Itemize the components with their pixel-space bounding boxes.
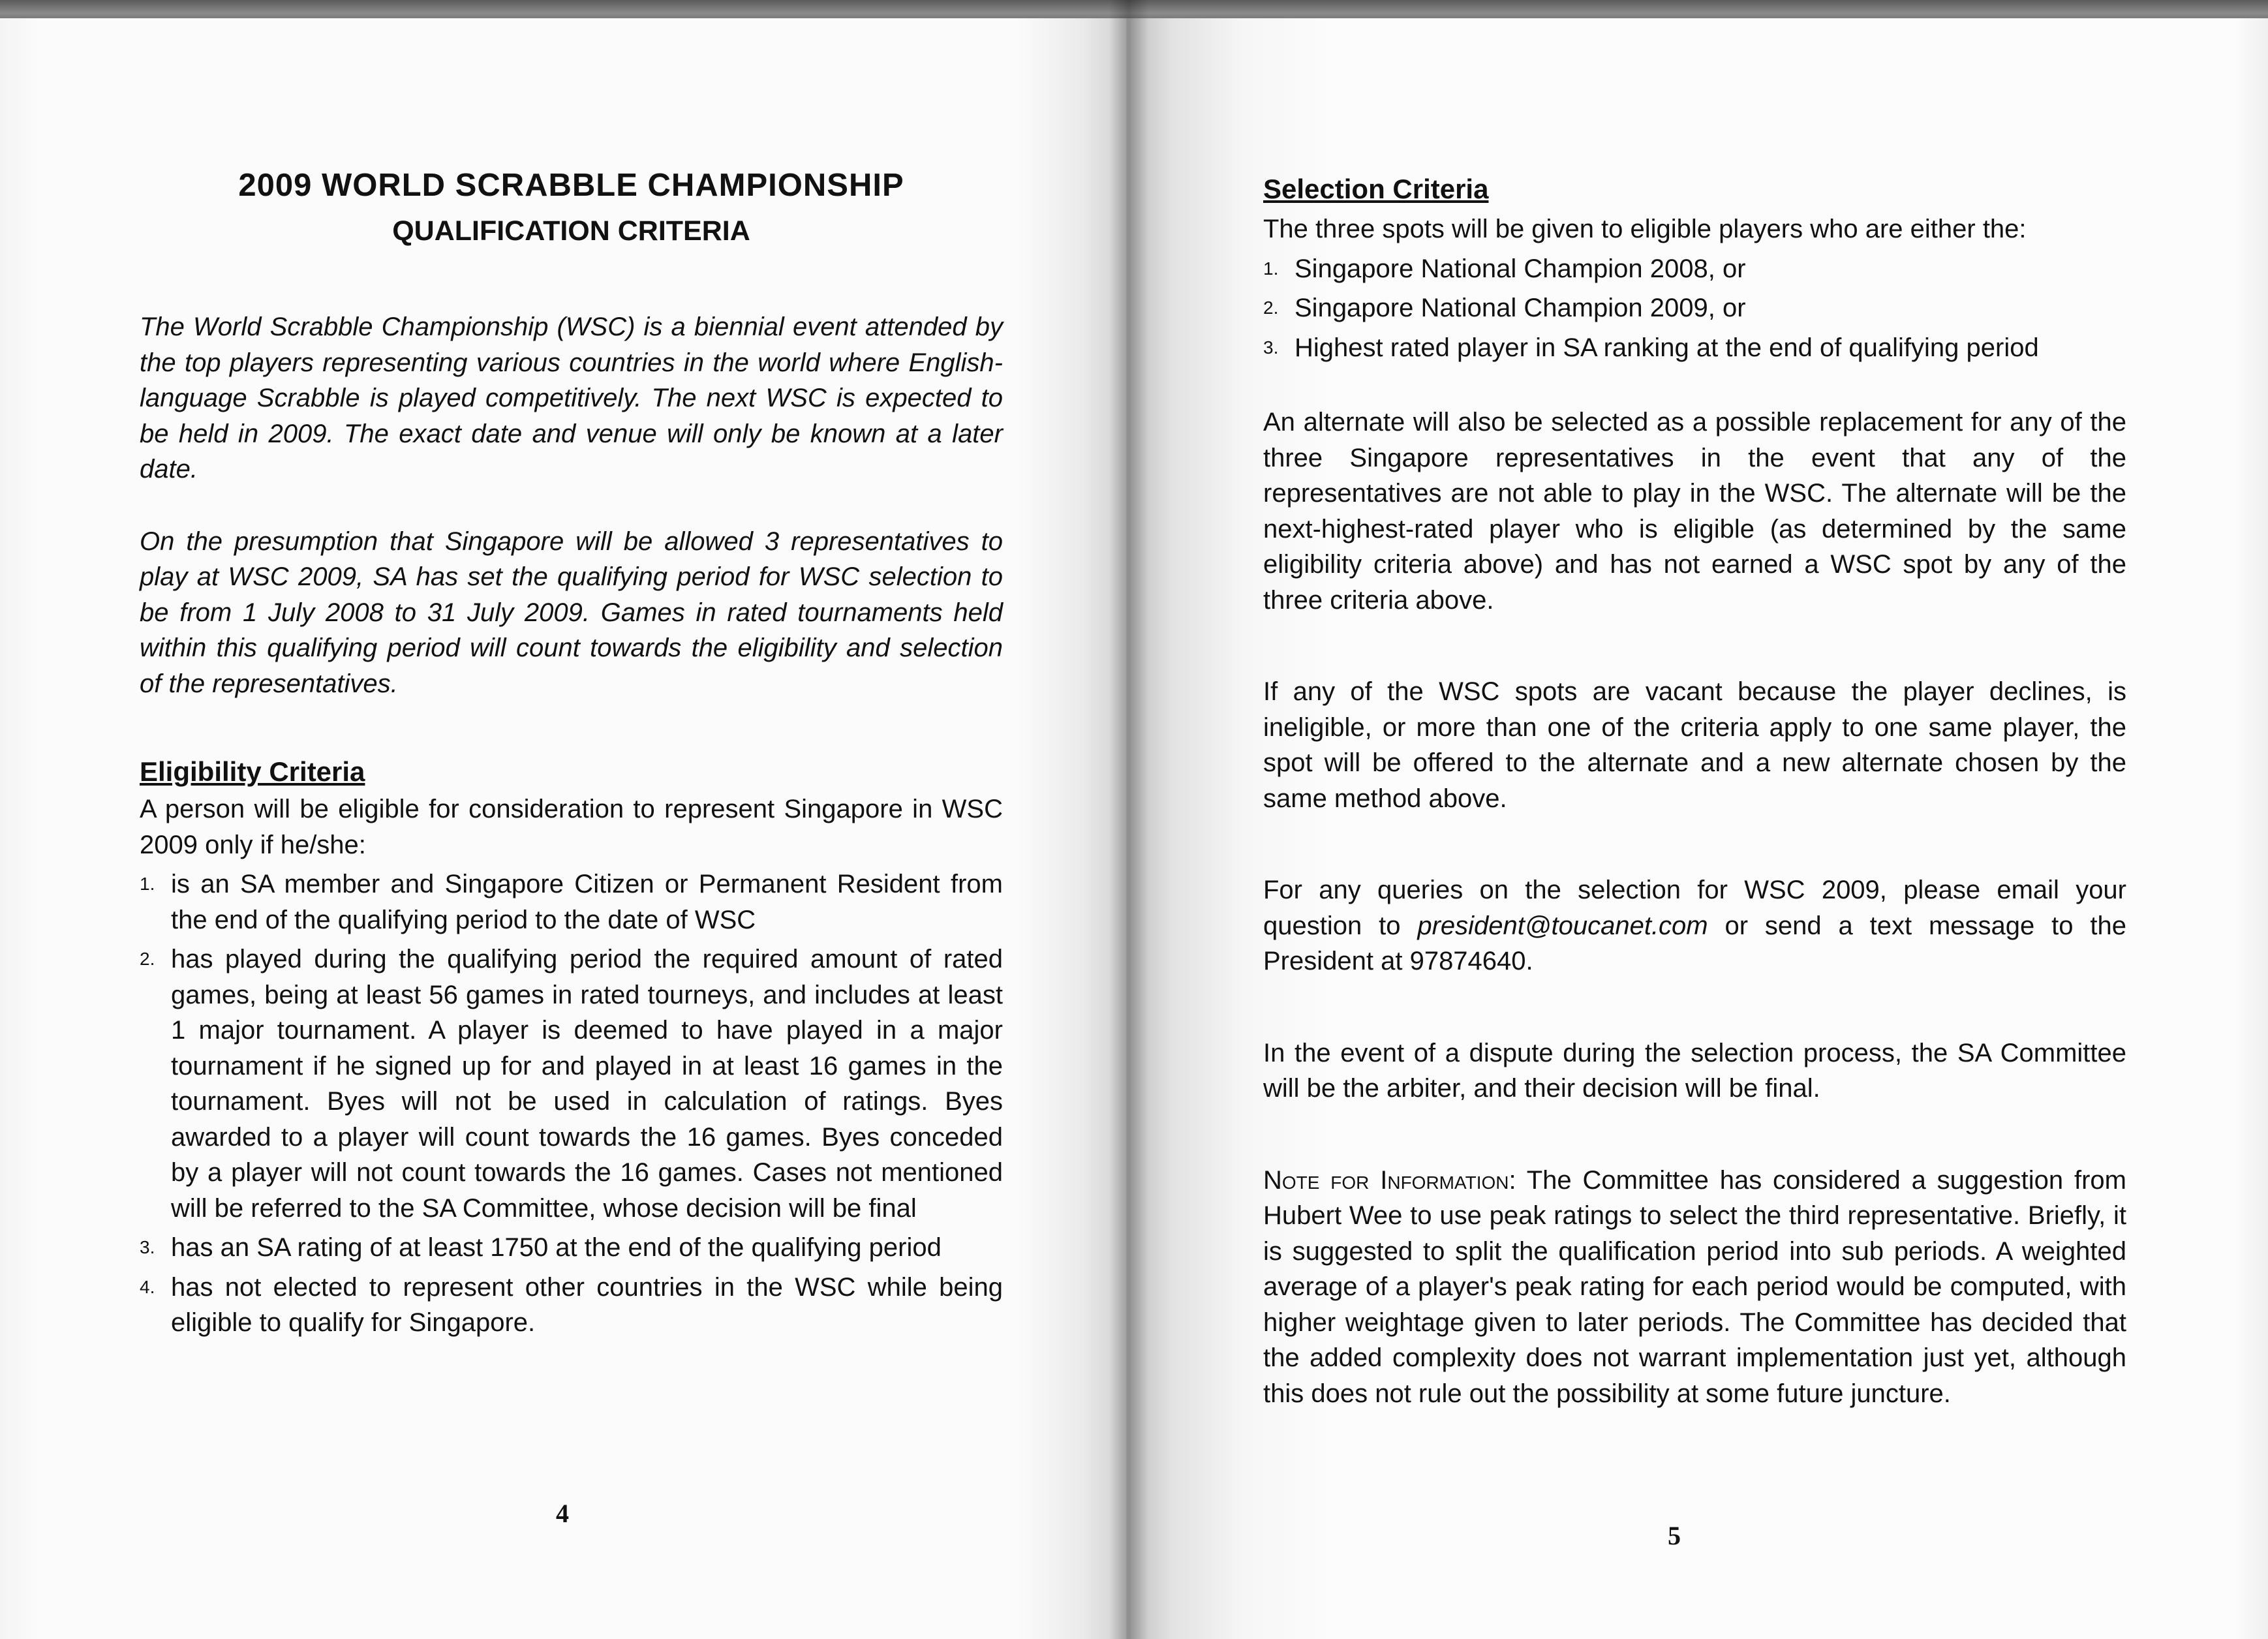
- list-item: [140, 942, 1003, 1226]
- left-page: [0, 18, 1126, 1639]
- queries-text-before: For any queries on the selection for WSC 2009, please email your question to: [1263, 876, 2126, 940]
- eligibility-list: [140, 866, 1003, 1341]
- document-title: 2009 WORLD SCRABBLE CHAMPIONSHIP: [238, 168, 904, 203]
- list-item-number: 4.: [140, 1276, 155, 1297]
- list-item-text: Highest rated player in SA ranking at the end of qualifying period: [1295, 333, 2039, 362]
- list-item-number: 3.: [1263, 337, 1279, 358]
- dispute-paragraph: In the event of a dispute during the selection process, the SA Committee will be the arbiter, and their decision will be final.: [1263, 1038, 2126, 1103]
- right-page: [1126, 18, 2268, 1639]
- book-gutter-shadow: [1109, 0, 1148, 1639]
- eligibility-intro: A person will be eligible for consideration to represent Singapore in WSC 2009 only if he/she:: [140, 795, 1003, 859]
- list-item-number: 2.: [1263, 298, 1279, 318]
- queries-text-after: or send a text message to the President at 97874640.: [1263, 911, 2126, 975]
- list-item-text: Singapore National Champion 2009, or: [1295, 294, 1746, 322]
- list-item-number: 3.: [140, 1237, 155, 1257]
- page-number-right: 5: [1668, 1521, 1681, 1550]
- list-item: [1263, 290, 2126, 326]
- note-text: The Committee has considered a suggestion from Hubert Wee to use peak ratings to select the third representative. Briefly, it is suggested to split the qualification period into sub periods. A weighted average of a player's peak rating for each period would be computed, with higher weightage given to later periods. The Committee has decided that the added complexity does not warrant implementation just yet, although this does not rule out the possibility at some future juncture.: [1263, 1165, 2126, 1408]
- list-item-number: 1.: [1263, 258, 1279, 279]
- list-item-number: 2.: [140, 949, 155, 969]
- list-item: [1263, 330, 2126, 366]
- note-label: Note for Information:: [1263, 1165, 1516, 1195]
- list-item: [1263, 251, 2126, 287]
- list-item-text: is an SA member and Singapore Citizen or Permanent Resident from the end of the qualifying period to the date of WSC: [171, 870, 1003, 934]
- list-item-text: has an SA rating of at least 1750 at the end of the qualifying period: [171, 1233, 942, 1262]
- alternate-paragraph: An alternate will also be selected as a possible replacement for any of the three Singapore representatives in the event that any of the representatives are not able to play in the WSC. The alternate will be the next-highest-rated player who is eligible (as determined by the same eligibility criteria above) and has not earned a WSC spot by any of the three criteria above.: [1263, 408, 2126, 615]
- selection-list: [1263, 251, 2126, 366]
- note-paragraph: [1263, 1163, 2126, 1412]
- list-item-text: has played during the qualifying period the required amount of rated games, being at least 56 games in rated tourneys, and includes at least 1 major tournament. A player is deemed to have played in a major tournament if he signed up for and played in at least 16 games in the tournament. Byes will not be used in calculation of ratings. Byes awarded to a player will count towards the 16 games. Byes conceded by a player will not count towards the 16 games. Cases not mentioned will be referred to the SA Committee, whose decision will be final: [171, 945, 1003, 1223]
- intro-paragraph-1: The World Scrabble Championship (WSC) is a biennial event attended by the top players representing various countries in the world where English-language Scrabble is played competitively. The next WSC is expected to be held in 2009. The exact date and venue will only be known at a later date.: [140, 313, 1003, 483]
- page-number-left: 4: [556, 1499, 569, 1528]
- list-item: [140, 1230, 1003, 1266]
- eligibility-heading: Eligibility Criteria: [140, 756, 365, 787]
- document-subtitle: QUALIFICATION CRITERIA: [392, 215, 750, 247]
- list-item-number: 1.: [140, 874, 155, 894]
- vacancy-paragraph: If any of the WSC spots are vacant because the player declines, is ineligible, or more than one of the criteria apply to one same player, the spot will be offered to the alternate and a new alternate chosen by the same method above.: [1263, 677, 2126, 813]
- list-item-text: Singapore National Champion 2008, or: [1295, 254, 1746, 283]
- selection-heading: Selection Criteria: [1263, 174, 1489, 204]
- right-page-content: [1263, 170, 2126, 1411]
- selection-intro: The three spots will be given to eligible players who are either the:: [1263, 215, 2027, 243]
- intro-paragraph-2: On the presumption that Singapore will be allowed 3 representatives to play at WSC 2009, SA has set the qualifying period for WSC selection to be from 1 July 2008 to 31 July 2009. Games in rated tournaments held within this qualifying period will count towards the eligibility and selection of the representatives.: [140, 527, 1003, 698]
- contact-email: president@toucanet.com: [1417, 911, 1708, 940]
- list-item-text: has not elected to represent other countries in the WSC while being eligible to qualify for Singapore.: [171, 1272, 1003, 1337]
- queries-paragraph: [1263, 872, 2126, 979]
- list-item: [140, 1270, 1003, 1341]
- list-item: [140, 866, 1003, 938]
- left-page-content: [140, 163, 1003, 1341]
